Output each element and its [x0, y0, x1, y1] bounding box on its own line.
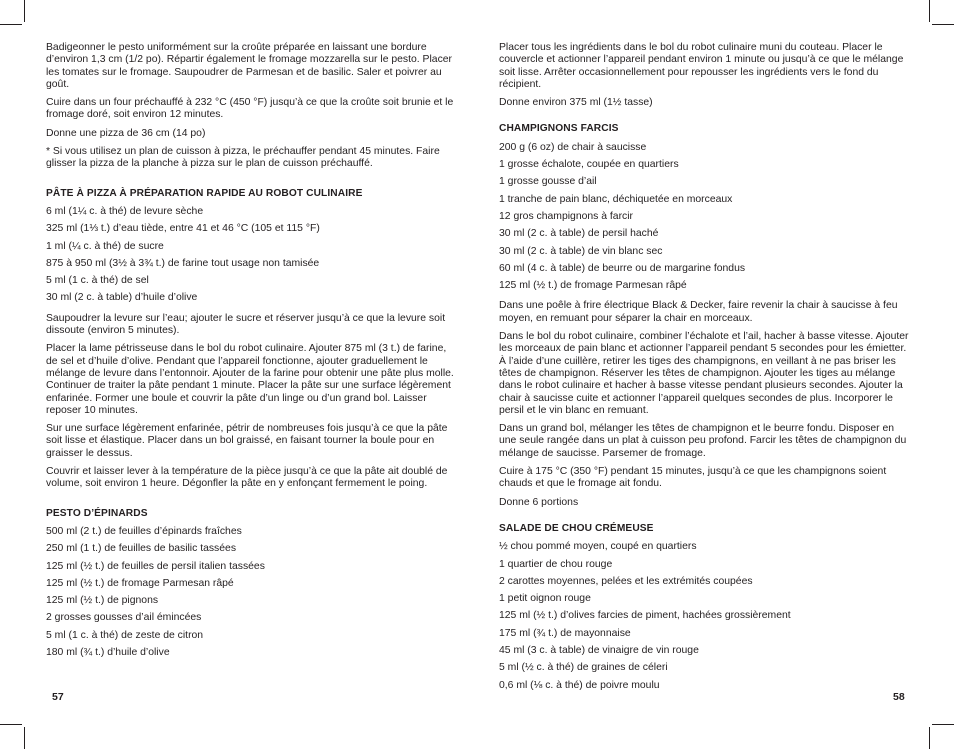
section-heading-mushrooms: CHAMPIGNONS FARCIS — [499, 123, 619, 135]
ingredient-line: 30 ml (2 c. à table) de vin blanc sec — [499, 245, 663, 257]
ingredient-line: 60 ml (4 c. à table) de beurre ou de margarine fondus — [499, 262, 746, 274]
instruction-paragraph: Saupoudrer la levure sur l’eau; ajouter le sucre et réserver jusqu’à ce que la levure soit dissoute (environ 5 minutes). — [46, 312, 446, 337]
section-heading-dough: PÂTE À PIZZA À PRÉPARATION RAPIDE AU ROBOT CULINAIRE — [46, 187, 363, 199]
yield-line: Donne une pizza de 36 cm (14 po) — [46, 127, 206, 139]
ingredient-line: 30 ml (2 c. à table) de persil haché — [499, 228, 659, 240]
section-heading-coleslaw: SALADE DE CHOU CRÉMEUSE — [499, 522, 654, 534]
ingredient-line: 2 grosses gousses d’ail émincées — [46, 612, 202, 624]
ingredient-line: 875 à 950 ml (3½ à 3¾ t.) de farine tout usage non tamisée — [46, 257, 320, 269]
crop-mark — [24, 0, 25, 22]
ingredient-line: 45 ml (3 c. à table) de vinaigre de vin rouge — [499, 644, 699, 656]
ingredient-line: 500 ml (2 t.) de feuilles d’épinards fraîches — [46, 525, 242, 537]
ingredient-line: 125 ml (½ t.) d’olives farcies de piment, hachées grossièrement — [499, 610, 791, 622]
ingredient-line: 1 tranche de pain blanc, déchiquetée en morceaux — [499, 193, 733, 205]
ingredient-line: 180 ml (¾ t.) d’huile d’olive — [46, 646, 170, 658]
right-page-column — [499, 42, 909, 697]
crop-mark — [0, 24, 22, 25]
left-page-column — [46, 42, 454, 664]
instruction-paragraph: Placer la lame pétrisseuse dans le bol du robot culinaire. Ajouter 875 ml (3 t.) de farine, de sel et d’huile d’olive. Pendant que l’appareil fonctionne, ajouter graduellement le mélange de levure dans l’entonnoir. Ajouter de la farine pour obtenir une pâte plus molle. Continuer de traiter la pâte pendant 1 minute. Placer la pâte sur une surface légèrement enfarinée. Former une boule et couvrir la pâte d’un linge ou d’un grand bol. Laisser reposer 10 minutes. — [46, 343, 454, 416]
instruction-paragraph: Couvrir et laisser lever à la température de la pièce jusqu’à ce que la pâte ait doublé de volume, soit environ 1 heure. Dégonfler la pâte en y enfonçant fermement le poing. — [46, 466, 448, 490]
ingredient-line: 1 quartier de chou rouge — [499, 558, 613, 570]
crop-mark — [0, 724, 22, 725]
instruction-paragraph: Dans un grand bol, mélanger les têtes de champignon et le beurre fondu. Disposer en une seule rangée dans un plat à cuisson peu profond. Farcir les têtes de champignon du mélange de saucisse. Parsemer de fromage. — [499, 423, 907, 459]
ingredient-line: 250 ml (1 t.) de feuilles de basilic tassées — [46, 543, 237, 555]
ingredient-line: 125 ml (½ t.) de fromage Parmesan râpé — [499, 280, 687, 292]
crop-mark — [929, 0, 930, 22]
ingredient-line: 125 ml (½ t.) de feuilles de persil italien tassées — [46, 560, 265, 572]
ingredient-line: 5 ml (1 c. à thé) de zeste de citron — [46, 629, 204, 641]
intro-paragraph: Badigeonner le pesto uniformément sur la croûte préparée en laissant une bordure d’environ 1,3 cm (1/2 po). Répartir également le fromage mozzarella sur le pesto. Placer les tomates sur le fromage. Saupoudrer de Parmesan et de basilic. Saler et poivrer au goût. — [46, 42, 453, 90]
footnote-paragraph: * Si vous utilisez un plan de cuisson à pizza, le préchauffer pendant 45 minutes. Faire glisser la pizza de la planche à pizza sur le plan de cuisson préchauffé. — [46, 146, 440, 170]
instruction-paragraph: Dans une poêle à frire électrique Black & Decker, faire revenir la chair à saucisse à feu moyen, en remuant pour séparer la chair en morceaux. — [499, 300, 898, 324]
yield-line: Donne environ 375 ml (1½ tasse) — [499, 97, 653, 109]
ingredient-line: 1 petit oignon rouge — [499, 593, 591, 605]
crop-mark — [932, 724, 954, 725]
ingredient-line: 175 ml (¾ t.) de mayonnaise — [499, 627, 631, 639]
ingredient-line: 125 ml (½ t.) de pignons — [46, 595, 159, 607]
instruction-paragraph: Dans le bol du robot culinaire, combiner l’échalote et l’ail, hacher à basse vitesse. Ajouter les morceaux de pain blanc et actionner l’appareil pendant 5 secondes pour les émietter. À l’aide d’une cuillère, retirer les tiges des champignons, en veillant à ne pas briser les têtes de champignon. Réserver les têtes de champignon. Ajouter les tiges au mélange dans le robot culinaire et hacher à basse vitesse pendant plusieurs secondes. Ajouter la chair à saucisse cuite et actionner l’appareil quelques secondes de plus. Incorporer le persil et le vin blanc en remuant. — [499, 331, 909, 416]
intro-paragraph: Placer tous les ingrédients dans le bol du robot culinaire muni du couteau. Placer le couvercle et actionner l’appareil pendant environ 1 minute ou jusqu’à ce que le mélange soit lisse. Arrêter occasionnellement pour repousser les ingrédients vers le fond du récipient. — [499, 42, 904, 90]
intro-paragraph: Cuire dans un four préchauffé à 232 °C (450 °F) jusqu’à ce que la croûte soit brunie et le fromage doré, soit environ 12 minutes. — [46, 97, 454, 121]
section-heading-pesto: PESTO D’ÉPINARDS — [46, 507, 148, 519]
instruction-paragraph: Sur une surface légèrement enfarinée, pétrir de nombreuses fois jusqu’à ce que la pâte soit lisse et élastique. Placer dans un bol graissé, en faisant tourner la boule pour en graisser le dessus. — [46, 423, 448, 459]
ingredient-line: 30 ml (2 c. à table) d’huile d’olive — [46, 292, 198, 304]
page-number-left: 57 — [52, 691, 64, 703]
page-number-right: 58 — [893, 691, 905, 703]
crop-mark — [932, 24, 954, 25]
crop-mark — [24, 727, 25, 749]
ingredient-line: 325 ml (1⅓ t.) d’eau tiède, entre 41 et 46 °C (105 et 115 °F) — [46, 223, 320, 235]
ingredient-line: ½ chou pommé moyen, coupé en quartiers — [499, 541, 697, 553]
ingredient-line: 2 carottes moyennes, pelées et les extrémités coupées — [499, 575, 753, 587]
ingredient-line: 0,6 ml (⅛ c. à thé) de poivre moulu — [499, 679, 660, 691]
ingredient-line: 1 ml (¼ c. à thé) de sucre — [46, 240, 164, 252]
ingredient-line: 1 grosse gousse d’ail — [499, 176, 597, 188]
ingredient-line: 1 grosse échalote, coupée en quartiers — [499, 159, 679, 171]
instruction-paragraph: Cuire à 175 °C (350 °F) pendant 15 minutes, jusqu’à ce que les champignons soient chauds et que le fromage ait fondu. — [499, 466, 887, 490]
ingredient-line: 6 ml (1¼ c. à thé) de levure sèche — [46, 205, 204, 217]
ingredient-line: 5 ml (½ c. à thé) de graines de céleri — [499, 662, 668, 674]
ingredient-line: 12 gros champignons à farcir — [499, 210, 633, 222]
ingredient-line: 200 g (6 oz) de chair à saucisse — [499, 141, 647, 153]
yield-line: Donne 6 portions — [499, 496, 579, 508]
ingredient-line: 125 ml (½ t.) de fromage Parmesan râpé — [46, 577, 234, 589]
crop-mark — [929, 727, 930, 749]
ingredient-line: 5 ml (1 c. à thé) de sel — [46, 275, 149, 287]
